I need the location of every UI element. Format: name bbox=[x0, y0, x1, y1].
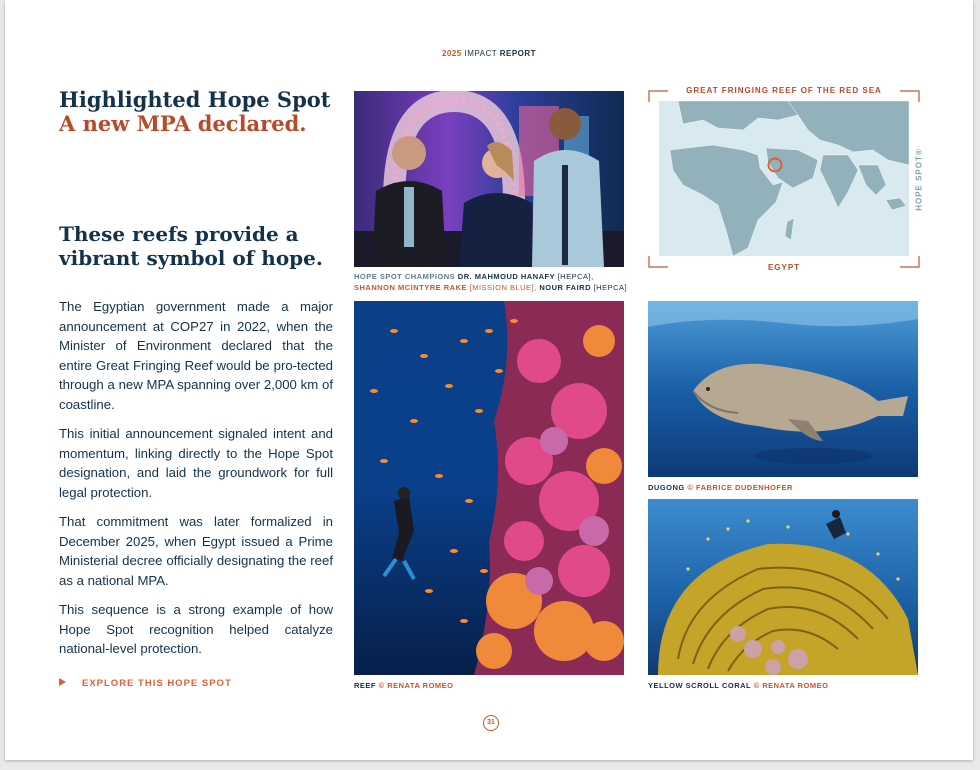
section-heading: These reefs provide a vibrant symbol of hope. bbox=[59, 222, 323, 270]
hope-spot-map bbox=[648, 90, 920, 268]
explore-hope-spot-link[interactable] bbox=[59, 678, 232, 689]
play-arrow-icon bbox=[59, 678, 66, 686]
coral-credit: © RENATA ROMEO bbox=[753, 681, 829, 690]
hope-spot-side-label: HOPE SPOT® bbox=[914, 148, 924, 211]
champion-org: [HEPCA], bbox=[557, 272, 594, 281]
champions-label: HOPE SPOT CHAMPIONS bbox=[354, 272, 456, 281]
champion-org: [HEPCA] bbox=[593, 283, 628, 292]
champions-photo bbox=[354, 91, 624, 267]
page-title: Highlighted Hope Spot bbox=[59, 87, 331, 112]
dugong-photo bbox=[648, 301, 918, 477]
body-paragraph: This sequence is a strong example of how Hope Spot recognition helped catalyze national-level protection. bbox=[59, 602, 333, 657]
reef-label: REEF bbox=[354, 681, 377, 690]
page-subtitle: A new MPA declared. bbox=[59, 111, 307, 136]
champions-caption bbox=[354, 271, 634, 293]
header-report: REPORT bbox=[499, 49, 537, 58]
champion-org: [MISSION BLUE], bbox=[469, 283, 537, 292]
body-paragraph: The Egyptian government made a major announcement at COP27 in 2022, when the Minister of Environment declared that the entire Great Fringing Reef would be pro-tected through a new MPA spanning over 2,000 km of coastline. bbox=[59, 299, 333, 412]
map-title: GREAT FRINGING REEF OF THE RED SEA bbox=[648, 86, 920, 95]
coral-caption bbox=[648, 680, 828, 691]
header-impact: IMPACT bbox=[464, 49, 497, 58]
champion-name: SHANNON MCINTYRE RAKE bbox=[354, 283, 468, 292]
dugong-caption bbox=[648, 482, 793, 493]
report-header bbox=[5, 49, 973, 58]
reef-photo bbox=[354, 301, 624, 675]
body-text bbox=[59, 297, 333, 668]
map-location: EGYPT bbox=[767, 263, 801, 272]
yellow-scroll-coral-photo bbox=[648, 499, 918, 675]
body-paragraph: This initial announcement signaled intent and momentum, linking directly to the Hope Spot designation, and laid the groundwork for full legal protection. bbox=[59, 426, 333, 500]
reef-caption bbox=[354, 680, 454, 691]
dugong-label: DUGONG bbox=[648, 483, 685, 492]
champion-name: DR. MAHMOUD HANAFY bbox=[457, 272, 555, 281]
dugong-credit: © FABRICE DUDENHOFER bbox=[687, 483, 793, 492]
explore-link-label: EXPLORE THIS HOPE SPOT bbox=[82, 678, 232, 689]
reef-credit: © RENATA ROMEO bbox=[378, 681, 454, 690]
body-paragraph: That commitment was later formalized in December 2025, when Egypt issued a Prime Ministerial decree officially designating the reef as a national MPA. bbox=[59, 514, 333, 588]
report-page bbox=[5, 0, 973, 760]
page-number: 31 bbox=[483, 715, 499, 731]
coral-label: YELLOW SCROLL CORAL bbox=[648, 681, 751, 690]
header-year: 2025 bbox=[441, 49, 462, 58]
champion-name: NOUR FAIRD bbox=[539, 283, 591, 292]
